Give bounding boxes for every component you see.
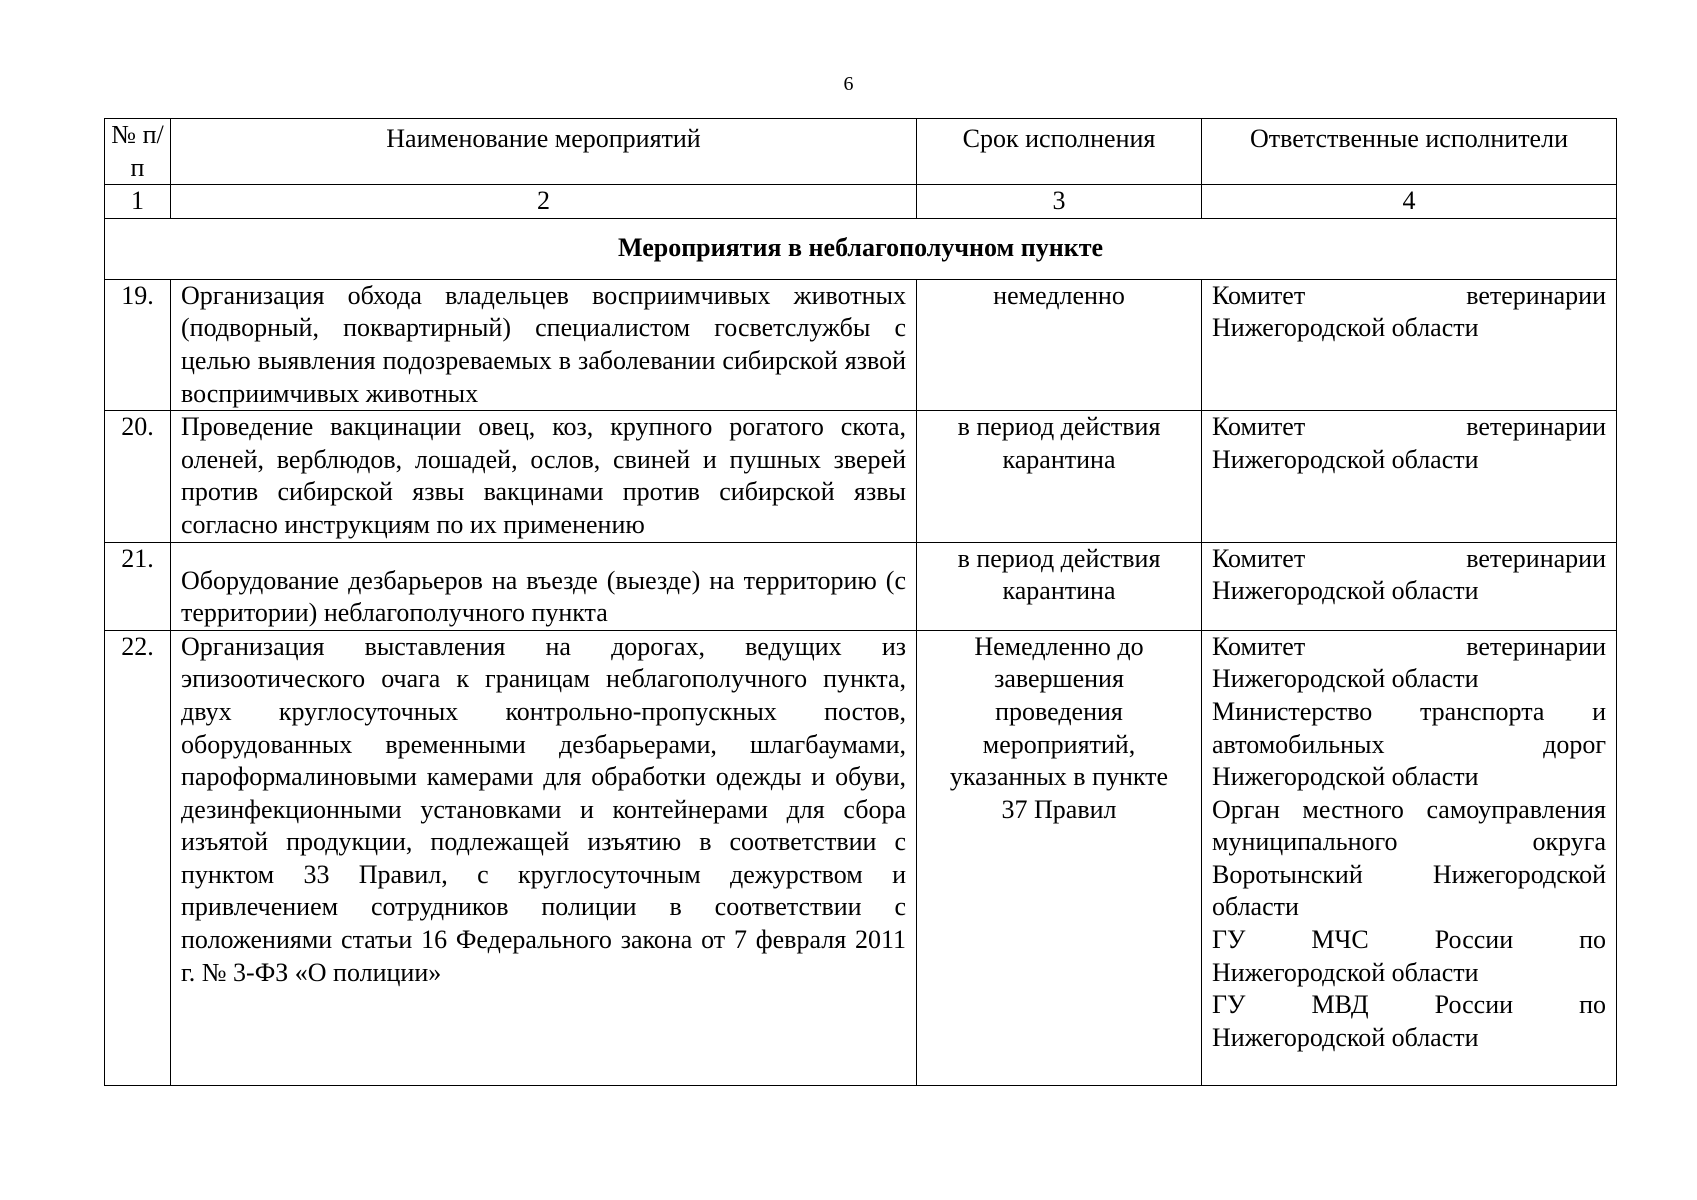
measure-responsible	[1202, 630, 1617, 1085]
measure-name: Организация выставления на дорогах, ведущих из эпизоотического очага к границам неблагополучного пункта, двух круглосуточных контрольно-пропускных постов, оборудованных временными дезбарьерами, шлагбаумами, пароформалиновыми камерами для обработки одежды и обуви, дезинфекционными установками и контейнерами для сбора изъятой продукции, подлежащей изъятию в соответствии с пунктом 33 Правил, с круглосуточным дежурством и привлечением сотрудников полиции в соответствии с положениями статьи 16 Федерального закона от 7 февраля 2011 г. № 3-ФЗ «О полиции»	[171, 630, 917, 1085]
header-num: № п/п	[105, 119, 171, 185]
measure-responsible	[1202, 279, 1617, 410]
table-header-row	[105, 119, 1617, 185]
responsible-entry: Комитет ветеринарии Нижегородской области	[1212, 280, 1606, 343]
header-deadline: Срок исполнения	[917, 119, 1202, 185]
measure-responsible	[1202, 411, 1617, 542]
responsible-entry: Комитет ветеринарии Нижегородской области	[1212, 631, 1606, 694]
responsible-entry: Комитет ветеринарии Нижегородской области	[1212, 412, 1606, 474]
measure-name: Проведение вакцинации овец, коз, крупного рогатого скота, оленей, верблюдов, лошадей, ослов, свиней и пушных зверей против сибирской язвы вакцинами против сибирской язвы согласно инструкциям по их применению	[171, 411, 917, 542]
measures-table	[104, 118, 1617, 1086]
row-number: 21.	[105, 542, 171, 630]
responsible-entry: Министерство транспорта и автомобильных дорог Нижегородской области	[1212, 696, 1606, 792]
measure-deadline: Немедленно до завершения проведения мероприятий, указанных в пункте 37 Правил	[917, 630, 1202, 1085]
table-row	[105, 542, 1617, 630]
column-index: 1	[105, 185, 171, 219]
table-row	[105, 411, 1617, 542]
column-index: 2	[171, 185, 917, 219]
section-title: Мероприятия в неблагополучном пункте	[105, 218, 1617, 279]
column-index: 3	[917, 185, 1202, 219]
measure-deadline: немедленно	[917, 279, 1202, 410]
responsible-entry: Орган местного самоуправления муниципального округа Воротынский Нижегородской области	[1212, 794, 1606, 922]
responsible-entry: Комитет ветеринарии Нижегородской области	[1212, 543, 1606, 606]
row-number: 19.	[105, 279, 171, 410]
column-index-row	[105, 185, 1617, 219]
column-index: 4	[1202, 185, 1617, 219]
header-name: Наименование мероприятий	[171, 119, 917, 185]
measure-deadline: в период действия карантина	[917, 542, 1202, 630]
table-row	[105, 630, 1617, 1085]
page-number: 6	[843, 73, 854, 95]
measure-name: Организация обхода владельцев восприимчивых животных (подворный, поквартирный) специалистом госветслужбы с целью выявления подозреваемых в заболевании сибирской язвой восприимчивых животных	[171, 279, 917, 410]
measure-deadline: в период действия карантина	[917, 411, 1202, 542]
responsible-entry: ГУ МЧС России по Нижегородской области	[1212, 925, 1606, 987]
measure-responsible	[1202, 542, 1617, 630]
measure-name: Оборудование дезбарьеров на въезде (выезде) на территорию (с территории) неблагополучного пункта	[171, 542, 917, 630]
row-number: 22.	[105, 630, 171, 1085]
table-row	[105, 279, 1617, 410]
row-number: 20.	[105, 411, 171, 542]
section-row	[105, 218, 1617, 279]
responsible-entry: ГУ МВД России по Нижегородской области	[1212, 990, 1606, 1052]
header-responsible: Ответственные исполнители	[1202, 119, 1617, 185]
